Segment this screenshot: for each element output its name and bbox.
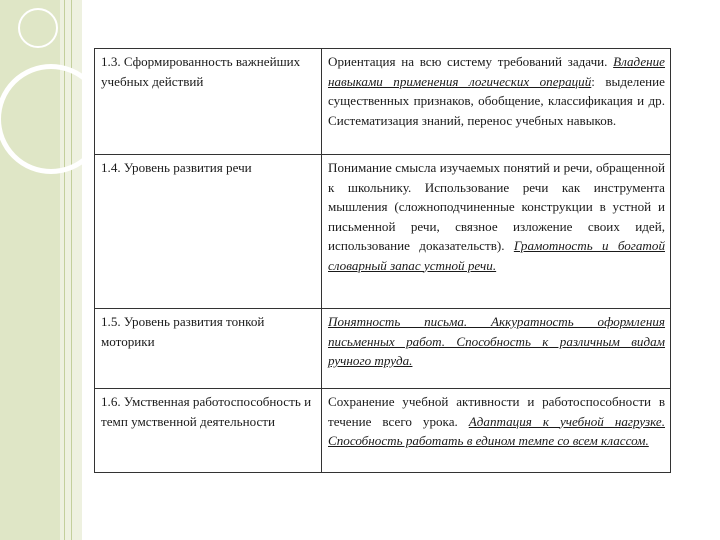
table-row <box>95 389 671 473</box>
criterion-cell: 1.4. Уровень развития речи <box>95 155 322 309</box>
table-row <box>95 49 671 155</box>
description-emphasis: Понятность письма. Аккуратность оформления письменных работ. Способность к различным видам ручного труда. <box>328 314 665 368</box>
table-row <box>95 155 671 309</box>
description-text: Понимание смысла изучаемых понятий и речи, обращенной к школьнику. Использование речи как инструмента мышления (сложноподчиненные конструкции в устной и письменной речи, связное изложение своих идей, использование доказательств). <box>328 160 665 253</box>
description-cell <box>322 389 671 473</box>
decorative-ring-large <box>0 64 82 174</box>
description-text: : выделение существенных признаков, обобщение, классификация и др. Систематизация знаний, перенос учебных навыков. <box>328 73 665 128</box>
description-text: Ориентация на всю систему требований задачи. <box>328 54 614 69</box>
criterion-cell: 1.3. Сформированность важнейших учебных действий <box>95 49 322 155</box>
criteria-table <box>94 48 671 473</box>
description-cell <box>322 155 671 309</box>
table-row <box>95 309 671 389</box>
description-emphasis: Адаптация к учебной нагрузке. Способность работать в едином темпе со всем классом. <box>328 413 665 448</box>
criterion-cell: 1.5. Уровень развития тонкой моторики <box>95 309 322 389</box>
description-cell <box>322 49 671 155</box>
description-emphasis: Грамотность и богатой словарный запас устной речи. <box>328 238 665 273</box>
description-cell <box>322 309 671 389</box>
description-emphasis: Владение навыками применения логических операций <box>328 54 665 89</box>
decorative-sidebar <box>0 0 82 540</box>
decorative-ring-small <box>18 8 58 48</box>
criterion-cell: 1.6. Умственная работоспособность и темп умственной деятельности <box>95 389 322 473</box>
description-text: Сохранение учебной активности и работоспособности в течение всего урока. <box>328 394 665 429</box>
